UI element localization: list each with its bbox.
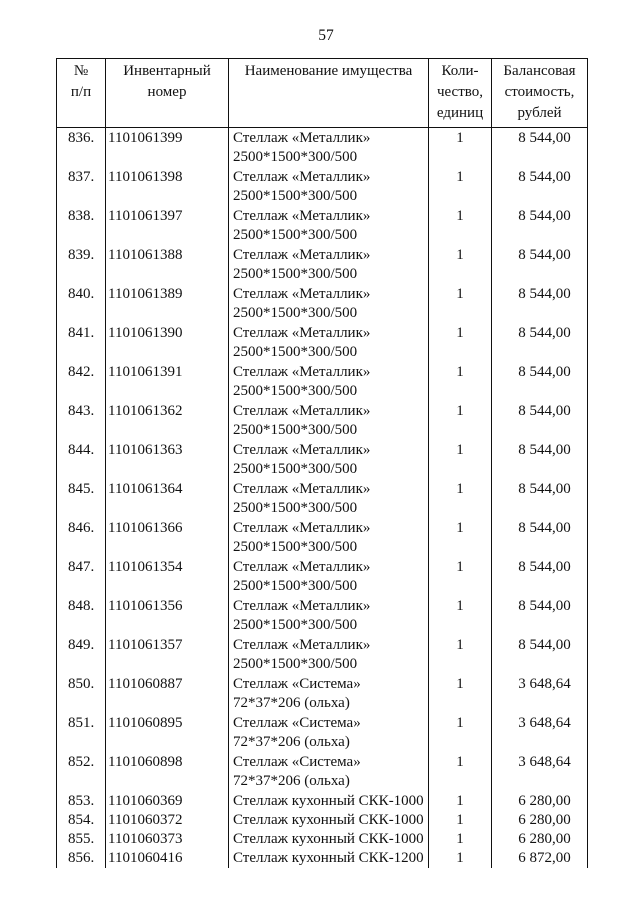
inventory-number: 1101061388 bbox=[106, 245, 229, 284]
header-inventory-number bbox=[106, 59, 229, 128]
quantity: 1 bbox=[429, 830, 492, 849]
row-number: 846. bbox=[57, 518, 106, 557]
property-name-line: Стеллаж «Металлик» bbox=[233, 169, 371, 185]
property-name-line: Стеллаж «Металлик» bbox=[233, 286, 371, 302]
property-name-line: 2500*1500*300/500 bbox=[233, 266, 358, 282]
property-name bbox=[229, 849, 429, 868]
header-inv-line-1: Инвентарный bbox=[123, 63, 211, 79]
property-name bbox=[229, 713, 429, 752]
header-qty-line-2: чество, bbox=[436, 84, 484, 100]
inventory-number: 1101061366 bbox=[106, 518, 229, 557]
quantity: 1 bbox=[429, 128, 492, 168]
table-row bbox=[57, 167, 588, 206]
quantity: 1 bbox=[429, 206, 492, 245]
property-name-line: Стеллаж «Система» bbox=[233, 754, 361, 770]
property-name-line: 2500*1500*300/500 bbox=[233, 539, 358, 555]
inventory-number: 1101061363 bbox=[106, 440, 229, 479]
header-balance-cost bbox=[492, 59, 588, 128]
quantity: 1 bbox=[429, 635, 492, 674]
quantity: 1 bbox=[429, 849, 492, 868]
property-name bbox=[229, 518, 429, 557]
header-property-name bbox=[229, 59, 429, 128]
page-number: 57 bbox=[318, 27, 334, 44]
property-name-line: Стеллаж кухонный СКК-1200 bbox=[233, 850, 424, 866]
row-number: 851. bbox=[57, 713, 106, 752]
header-name-line-1: Наименование имущества bbox=[244, 63, 413, 79]
property-name-line: Стеллаж кухонный СКК-1000 bbox=[233, 831, 424, 847]
property-name bbox=[229, 557, 429, 596]
inventory-number: 1101061362 bbox=[106, 401, 229, 440]
table-row bbox=[57, 323, 588, 362]
property-name-line: Стеллаж «Металлик» bbox=[233, 442, 371, 458]
table-row bbox=[57, 518, 588, 557]
table-row bbox=[57, 752, 588, 791]
property-name-line: Стеллаж «Металлик» bbox=[233, 520, 371, 536]
property-name-line: 2500*1500*300/500 bbox=[233, 383, 358, 399]
balance-cost: 8 544,00 bbox=[492, 245, 588, 284]
table-row bbox=[57, 811, 588, 830]
quantity: 1 bbox=[429, 284, 492, 323]
header-inv-line-2: номер bbox=[147, 84, 187, 100]
table-row bbox=[57, 849, 588, 868]
inventory-number: 1101060372 bbox=[106, 811, 229, 830]
row-number: 852. bbox=[57, 752, 106, 791]
header-cost-line-3: рублей bbox=[517, 105, 562, 121]
property-name bbox=[229, 167, 429, 206]
row-number: 838. bbox=[57, 206, 106, 245]
property-name-line: Стеллаж «Металлик» bbox=[233, 247, 371, 263]
header-qty-line-3: единиц bbox=[436, 105, 484, 121]
balance-cost: 6 872,00 bbox=[492, 849, 588, 868]
inventory-number: 1101060373 bbox=[106, 830, 229, 849]
row-number: 849. bbox=[57, 635, 106, 674]
property-name-line: Стеллаж кухонный СКК-1000 bbox=[233, 812, 424, 828]
inventory-number: 1101060887 bbox=[106, 674, 229, 713]
row-number: 853. bbox=[57, 791, 106, 811]
table-row bbox=[57, 206, 588, 245]
quantity: 1 bbox=[429, 167, 492, 206]
property-name-line: Стеллаж «Металлик» bbox=[233, 364, 371, 380]
row-number: 844. bbox=[57, 440, 106, 479]
header-row bbox=[57, 59, 588, 128]
property-name-line: Стеллаж кухонный СКК-1000 bbox=[233, 793, 424, 809]
balance-cost: 6 280,00 bbox=[492, 811, 588, 830]
header-num-line-1: № bbox=[73, 63, 89, 79]
balance-cost: 6 280,00 bbox=[492, 791, 588, 811]
quantity: 1 bbox=[429, 479, 492, 518]
property-name-line: 2500*1500*300/500 bbox=[233, 461, 358, 477]
inventory-number: 1101060416 bbox=[106, 849, 229, 868]
property-table bbox=[56, 58, 588, 868]
row-number: 855. bbox=[57, 830, 106, 849]
property-name bbox=[229, 830, 429, 849]
property-name-line: Стеллаж «Система» bbox=[233, 676, 361, 692]
property-name-line: 2500*1500*300/500 bbox=[233, 500, 358, 516]
row-number: 837. bbox=[57, 167, 106, 206]
balance-cost: 3 648,64 bbox=[492, 752, 588, 791]
balance-cost: 8 544,00 bbox=[492, 167, 588, 206]
row-number: 836. bbox=[57, 128, 106, 168]
property-name bbox=[229, 674, 429, 713]
property-name bbox=[229, 128, 429, 168]
table-row bbox=[57, 440, 588, 479]
header-cost-line-2: стоимость, bbox=[504, 84, 575, 100]
property-name bbox=[229, 811, 429, 830]
quantity: 1 bbox=[429, 245, 492, 284]
inventory-number: 1101061389 bbox=[106, 284, 229, 323]
balance-cost: 8 544,00 bbox=[492, 635, 588, 674]
balance-cost: 6 280,00 bbox=[492, 830, 588, 849]
property-name-line: Стеллаж «Металлик» bbox=[233, 403, 371, 419]
quantity: 1 bbox=[429, 401, 492, 440]
row-number: 856. bbox=[57, 849, 106, 868]
quantity: 1 bbox=[429, 518, 492, 557]
property-name bbox=[229, 206, 429, 245]
balance-cost: 3 648,64 bbox=[492, 674, 588, 713]
property-name-line: 72*37*206 (ольха) bbox=[233, 773, 350, 789]
row-number: 854. bbox=[57, 811, 106, 830]
balance-cost: 8 544,00 bbox=[492, 518, 588, 557]
property-name bbox=[229, 752, 429, 791]
property-name-line: Стеллаж «Металлик» bbox=[233, 637, 371, 653]
quantity: 1 bbox=[429, 811, 492, 830]
property-name-line: Стеллаж «Металлик» bbox=[233, 559, 371, 575]
row-number: 843. bbox=[57, 401, 106, 440]
row-number: 840. bbox=[57, 284, 106, 323]
table-row bbox=[57, 479, 588, 518]
property-name bbox=[229, 635, 429, 674]
table-row bbox=[57, 791, 588, 811]
row-number: 839. bbox=[57, 245, 106, 284]
balance-cost: 8 544,00 bbox=[492, 479, 588, 518]
property-name-line: 2500*1500*300/500 bbox=[233, 305, 358, 321]
property-name-line: Стеллаж «Металлик» bbox=[233, 325, 371, 341]
property-name-line: Стеллаж «Система» bbox=[233, 715, 361, 731]
row-number: 850. bbox=[57, 674, 106, 713]
balance-cost: 8 544,00 bbox=[492, 206, 588, 245]
header-qty-line-1: Коли- bbox=[441, 63, 479, 79]
property-name-line: 2500*1500*300/500 bbox=[233, 149, 358, 165]
property-name-line: Стеллаж «Металлик» bbox=[233, 208, 371, 224]
quantity: 1 bbox=[429, 323, 492, 362]
property-name-line: 72*37*206 (ольха) bbox=[233, 734, 350, 750]
quantity: 1 bbox=[429, 752, 492, 791]
row-number: 842. bbox=[57, 362, 106, 401]
inventory-number: 1101060369 bbox=[106, 791, 229, 811]
inventory-number: 1101061399 bbox=[106, 128, 229, 168]
inventory-number: 1101061397 bbox=[106, 206, 229, 245]
inventory-number: 1101061391 bbox=[106, 362, 229, 401]
property-name bbox=[229, 245, 429, 284]
table-row bbox=[57, 635, 588, 674]
quantity: 1 bbox=[429, 596, 492, 635]
row-number: 845. bbox=[57, 479, 106, 518]
balance-cost: 8 544,00 bbox=[492, 362, 588, 401]
table-row bbox=[57, 362, 588, 401]
inventory-number: 1101061356 bbox=[106, 596, 229, 635]
inventory-number: 1101060895 bbox=[106, 713, 229, 752]
property-name-line: 2500*1500*300/500 bbox=[233, 656, 358, 672]
balance-cost: 8 544,00 bbox=[492, 440, 588, 479]
quantity: 1 bbox=[429, 440, 492, 479]
property-name-line: 2500*1500*300/500 bbox=[233, 188, 358, 204]
row-number: 847. bbox=[57, 557, 106, 596]
balance-cost: 3 648,64 bbox=[492, 713, 588, 752]
balance-cost: 8 544,00 bbox=[492, 557, 588, 596]
inventory-number: 1101061357 bbox=[106, 635, 229, 674]
quantity: 1 bbox=[429, 362, 492, 401]
balance-cost: 8 544,00 bbox=[492, 401, 588, 440]
property-name bbox=[229, 440, 429, 479]
inventory-number: 1101060898 bbox=[106, 752, 229, 791]
balance-cost: 8 544,00 bbox=[492, 323, 588, 362]
balance-cost: 8 544,00 bbox=[492, 596, 588, 635]
property-name-line: 2500*1500*300/500 bbox=[233, 422, 358, 438]
property-name bbox=[229, 401, 429, 440]
table-row bbox=[57, 245, 588, 284]
property-name-line: Стеллаж «Металлик» bbox=[233, 481, 371, 497]
row-number: 841. bbox=[57, 323, 106, 362]
property-name bbox=[229, 323, 429, 362]
property-name-line: 2500*1500*300/500 bbox=[233, 578, 358, 594]
quantity: 1 bbox=[429, 713, 492, 752]
quantity: 1 bbox=[429, 557, 492, 596]
property-name-line: 2500*1500*300/500 bbox=[233, 227, 358, 243]
property-name-line: Стеллаж «Металлик» bbox=[233, 130, 371, 146]
table-row bbox=[57, 713, 588, 752]
property-name bbox=[229, 596, 429, 635]
property-name bbox=[229, 362, 429, 401]
property-name bbox=[229, 791, 429, 811]
header-num bbox=[57, 59, 106, 128]
quantity: 1 bbox=[429, 674, 492, 713]
header-num-line-2: п/п bbox=[70, 84, 92, 100]
inventory-number: 1101061390 bbox=[106, 323, 229, 362]
table-row bbox=[57, 401, 588, 440]
row-number: 848. bbox=[57, 596, 106, 635]
property-name bbox=[229, 479, 429, 518]
property-name-line: 2500*1500*300/500 bbox=[233, 617, 358, 633]
balance-cost: 8 544,00 bbox=[492, 284, 588, 323]
inventory-number: 1101061364 bbox=[106, 479, 229, 518]
table-row bbox=[57, 674, 588, 713]
property-name-line: 2500*1500*300/500 bbox=[233, 344, 358, 360]
quantity: 1 bbox=[429, 791, 492, 811]
property-name-line: 72*37*206 (ольха) bbox=[233, 695, 350, 711]
property-name bbox=[229, 284, 429, 323]
table-row bbox=[57, 596, 588, 635]
header-quantity bbox=[429, 59, 492, 128]
table-row bbox=[57, 830, 588, 849]
table-row bbox=[57, 284, 588, 323]
balance-cost: 8 544,00 bbox=[492, 128, 588, 168]
table-row bbox=[57, 557, 588, 596]
inventory-number: 1101061354 bbox=[106, 557, 229, 596]
header-cost-line-1: Балансовая bbox=[503, 63, 576, 79]
property-name-line: Стеллаж «Металлик» bbox=[233, 598, 371, 614]
table-row bbox=[57, 128, 588, 168]
inventory-number: 1101061398 bbox=[106, 167, 229, 206]
